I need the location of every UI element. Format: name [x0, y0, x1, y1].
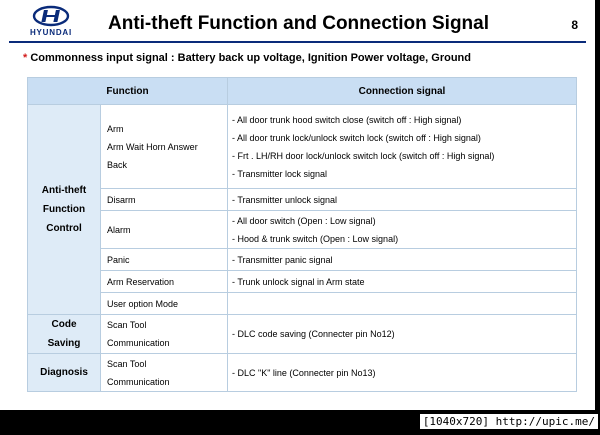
- group-label-line: Anti-theft: [41, 185, 87, 196]
- function-cell: [101, 271, 228, 293]
- header-connection-signal: Connection signal: [228, 78, 577, 105]
- header-function: Function: [28, 78, 228, 105]
- signal-cell: [228, 189, 577, 211]
- page-title: Anti-theft Function and Connection Signal: [108, 13, 490, 34]
- signal-cell: [228, 315, 577, 354]
- function-cell: [101, 211, 228, 249]
- function-cell: [101, 315, 228, 354]
- function-cell: [101, 354, 228, 392]
- function-text: Alarm: [107, 224, 131, 235]
- signal-table: [27, 77, 577, 392]
- group-label-line: Control: [46, 223, 82, 234]
- function-cell: [101, 249, 228, 271]
- signal-text: - DLC "K" line (Connecter pin No13): [232, 367, 376, 378]
- function-text: Arm Wait Horn Answer: [107, 141, 198, 152]
- function-text: Communication: [107, 338, 170, 348]
- subtitle-text: Commonness input signal : Battery back up voltage, Ignition Power voltage, Ground: [27, 52, 471, 64]
- signal-cell: [228, 293, 577, 315]
- signal-cell: [228, 211, 577, 249]
- function-text: Panic: [107, 254, 130, 265]
- table-row: [28, 105, 577, 189]
- signal-text: - All door trunk lock/unlock switch lock (switch off : High signal): [232, 132, 481, 143]
- group-label: [28, 105, 101, 315]
- function-text: Arm: [107, 123, 124, 134]
- subtitle: [23, 52, 471, 64]
- table-row: [28, 249, 577, 271]
- hyundai-emblem-icon: [14, 5, 88, 29]
- group-label-line: Function: [42, 204, 86, 215]
- table-row: [28, 189, 577, 211]
- signal-text: - Transmitter unlock signal: [232, 194, 338, 205]
- asterisk-mark: *: [23, 52, 28, 64]
- group-label-line: Diagnosis: [40, 367, 88, 378]
- group-label: [28, 354, 101, 392]
- signal-text: - Transmitter panic signal: [232, 254, 333, 265]
- signal-text: - All door switch (Open : Low signal): [232, 215, 376, 226]
- signal-cell: [228, 249, 577, 271]
- group-label: [28, 315, 101, 354]
- group-label-line: Code: [51, 319, 77, 330]
- signal-text: - All door trunk hood switch close (switch off : High signal): [232, 114, 462, 125]
- function-cell: [101, 189, 228, 211]
- signal-text: - DLC code saving (Connecter pin No12): [232, 329, 395, 339]
- signal-cell: [228, 354, 577, 392]
- table-header-row: [28, 78, 577, 105]
- signal-text: - Trunk unlock signal in Arm state: [232, 276, 365, 287]
- upload-stamp: [1040x720] http://upic.me/: [420, 414, 598, 429]
- signal-text: - Frt . LH/RH door lock/unlock switch lock (switch off : High signal): [232, 150, 495, 161]
- table-row: [28, 211, 577, 249]
- function-text: Back: [107, 159, 128, 170]
- signal-cell: [228, 105, 577, 189]
- function-text: User option Mode: [107, 298, 179, 309]
- function-cell: [101, 105, 228, 189]
- title-divider: [9, 41, 586, 43]
- function-text: Disarm: [107, 194, 136, 205]
- signal-text: - Hood & trunk switch (Open : Low signal): [232, 233, 399, 244]
- function-text: Scan Tool: [107, 320, 147, 330]
- function-cell: [101, 293, 228, 315]
- table-row: [28, 293, 577, 315]
- table-row: [28, 315, 577, 354]
- hyundai-logo: [14, 5, 88, 37]
- logo-wordmark: HYUNDAI: [29, 28, 73, 37]
- signal-text: - Transmitter lock signal: [232, 168, 328, 179]
- group-label-line: Saving: [47, 338, 81, 349]
- function-text: Scan Tool: [107, 358, 147, 369]
- signal-cell: [228, 271, 577, 293]
- function-text: Arm Reservation: [107, 276, 175, 287]
- table-row: [28, 271, 577, 293]
- function-text: Communication: [107, 376, 170, 387]
- page-number: 8: [571, 18, 578, 32]
- table-row: [28, 354, 577, 392]
